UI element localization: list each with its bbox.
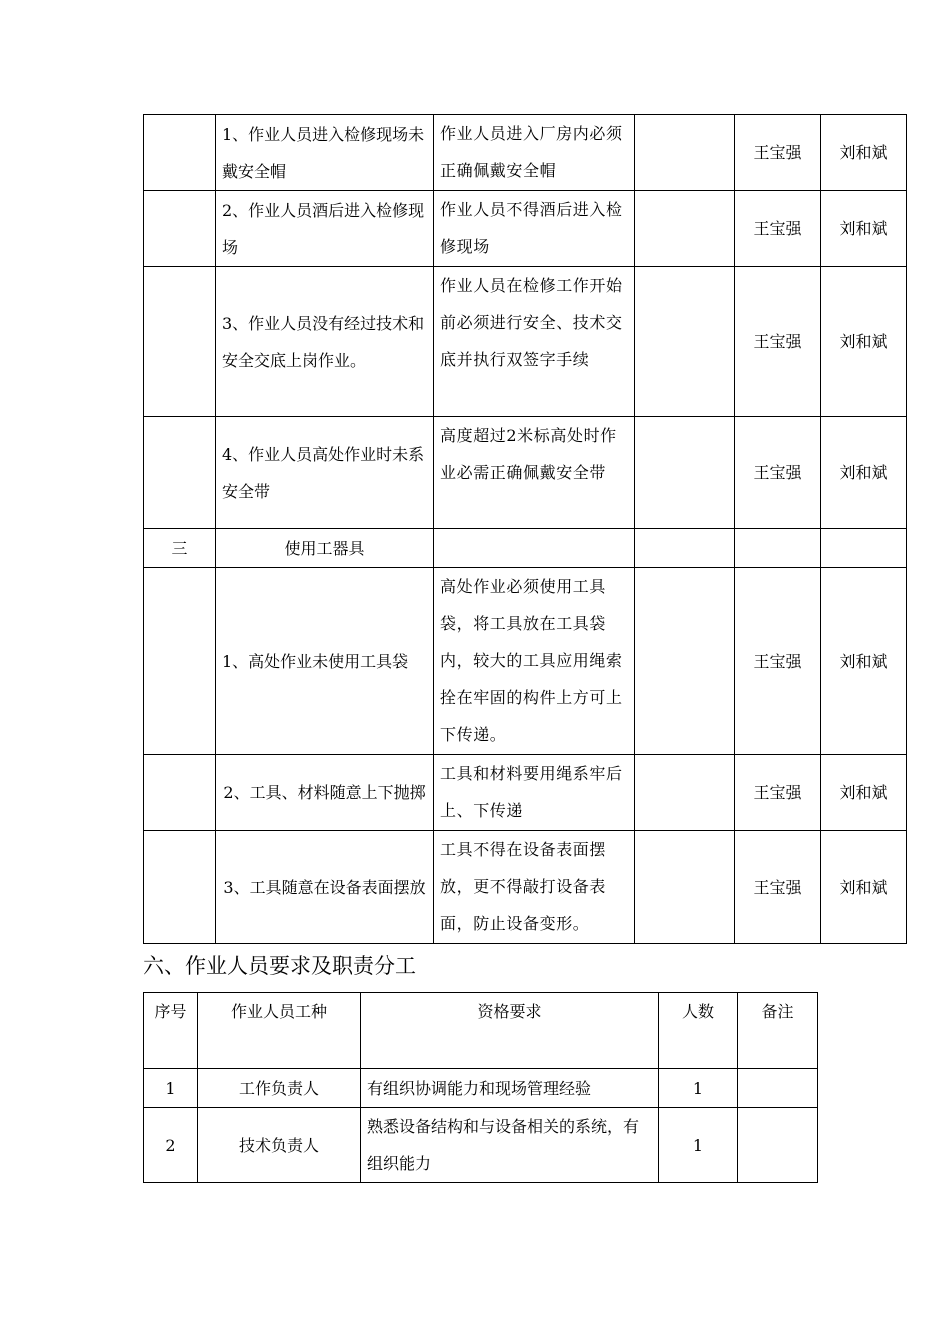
staff-requirements-table xyxy=(143,992,818,1183)
supervisor-cell: 刘和斌 xyxy=(821,755,907,831)
control-measure-cell: 作业人员进入厂房内必须正确佩戴安全帽 xyxy=(434,115,635,191)
responsible-person-cell: 王宝强 xyxy=(735,568,821,755)
supervisor-cell: 刘和斌 xyxy=(821,417,907,529)
table-row xyxy=(144,1069,818,1108)
row-number-cell xyxy=(144,831,216,944)
section-number-cell: 三 xyxy=(144,529,216,568)
requirement-cell: 有组织协调能力和现场管理经验 xyxy=(361,1069,659,1108)
note-cell xyxy=(738,1108,818,1183)
section-row xyxy=(144,529,907,568)
responsible-person-cell: 王宝强 xyxy=(735,417,821,529)
blank-cell xyxy=(635,529,735,568)
control-measure-cell: 高处作业必须使用工具袋，将工具放在工具袋内，较大的工具应用绳索拴在牢固的构件上方可上下传递。 xyxy=(434,568,635,755)
note-cell xyxy=(738,1069,818,1108)
responsible-person-cell xyxy=(735,529,821,568)
hazard-cell: 1、作业人员进入检修现场未戴安全帽 xyxy=(216,115,434,191)
hazard-cell: 4、作业人员高处作业时未系安全带 xyxy=(216,417,434,529)
responsible-person-cell: 王宝强 xyxy=(735,755,821,831)
supervisor-cell xyxy=(821,529,907,568)
responsible-person-cell: 王宝强 xyxy=(735,831,821,944)
header-requirement: 资格要求 xyxy=(361,993,659,1069)
row-number-cell xyxy=(144,568,216,755)
table-row xyxy=(144,267,907,417)
header-note: 备注 xyxy=(738,993,818,1069)
section-heading-cell: 使用工器具 xyxy=(216,529,434,568)
table-row xyxy=(144,115,907,191)
table-row xyxy=(144,755,907,831)
hazard-cell: 2、作业人员酒后进入检修现场 xyxy=(216,191,434,267)
blank-cell xyxy=(635,831,735,944)
table-row xyxy=(144,417,907,529)
count-cell: 1 xyxy=(659,1108,738,1183)
blank-cell xyxy=(635,568,735,755)
table-row xyxy=(144,191,907,267)
blank-cell xyxy=(635,115,735,191)
number-cell: 1 xyxy=(144,1069,198,1108)
supervisor-cell: 刘和斌 xyxy=(821,115,907,191)
hazard-cell: 1、高处作业未使用工具袋 xyxy=(216,568,434,755)
number-cell: 2 xyxy=(144,1108,198,1183)
blank-cell xyxy=(635,417,735,529)
responsible-person-cell: 王宝强 xyxy=(735,115,821,191)
role-cell: 工作负责人 xyxy=(198,1069,361,1108)
supervisor-cell: 刘和斌 xyxy=(821,831,907,944)
table-row xyxy=(144,1108,818,1183)
role-cell: 技术负责人 xyxy=(198,1108,361,1183)
table-header-row xyxy=(144,993,818,1069)
blank-cell xyxy=(635,267,735,417)
header-role: 作业人员工种 xyxy=(198,993,361,1069)
row-number-cell xyxy=(144,191,216,267)
control-measure-cell: 工具和材料要用绳系牢后上、下传递 xyxy=(434,755,635,831)
header-count: 人数 xyxy=(659,993,738,1069)
responsible-person-cell: 王宝强 xyxy=(735,267,821,417)
blank-cell xyxy=(635,755,735,831)
control-measure-cell: 工具不得在设备表面摆放，更不得敲打设备表面，防止设备变形。 xyxy=(434,831,635,944)
section-title: 六、作业人员要求及职责分工 xyxy=(143,954,416,978)
hazard-cell: 2、工具、材料随意上下抛掷 xyxy=(216,755,434,831)
responsible-person-cell: 王宝强 xyxy=(735,191,821,267)
row-number-cell xyxy=(144,417,216,529)
control-measure-cell: 作业人员不得酒后进入检修现场 xyxy=(434,191,635,267)
control-measure-cell: 作业人员在检修工作开始前必须进行安全、技术交底并执行双签字手续 xyxy=(434,267,635,417)
supervisor-cell: 刘和斌 xyxy=(821,191,907,267)
row-number-cell xyxy=(144,755,216,831)
count-cell: 1 xyxy=(659,1069,738,1108)
hazard-cell: 3、工具随意在设备表面摆放 xyxy=(216,831,434,944)
risk-control-table xyxy=(143,114,907,944)
control-measure-cell xyxy=(434,529,635,568)
supervisor-cell: 刘和斌 xyxy=(821,267,907,417)
requirement-cell: 熟悉设备结构和与设备相关的系统，有组织能力 xyxy=(361,1108,659,1183)
supervisor-cell: 刘和斌 xyxy=(821,568,907,755)
blank-cell xyxy=(635,191,735,267)
row-number-cell xyxy=(144,115,216,191)
table-row xyxy=(144,568,907,755)
row-number-cell xyxy=(144,267,216,417)
header-number: 序号 xyxy=(144,993,198,1069)
control-measure-cell: 高度超过2米标高处时作业必需正确佩戴安全带 xyxy=(434,417,635,529)
hazard-cell: 3、作业人员没有经过技术和安全交底上岗作业。 xyxy=(216,267,434,417)
table-row xyxy=(144,831,907,944)
